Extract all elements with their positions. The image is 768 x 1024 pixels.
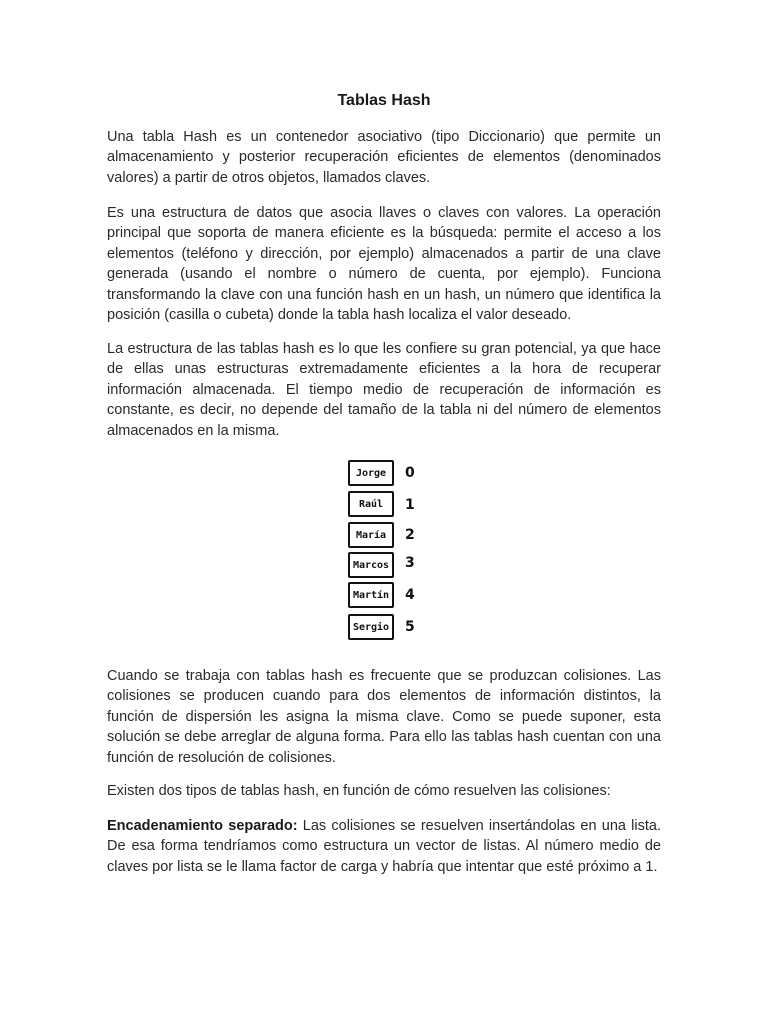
hash-table-figure [348,460,428,646]
paragraph-intro: Una tabla Hash es un contenedor asociativo (tipo Diccionario) que permite un almacenamiento y posterior recuperación eficientes de elementos (denominados valores) a partir de otros objetos, llamados claves. [107,129,661,186]
paragraph-definition: Es una estructura de datos que asocia llaves o claves con valores. La operación principal que soporta de manera eficiente es la búsqueda: permite el acceso a los elementos (teléfono y dirección, por ejemplo) almacenados a partir de una clave generada (usando el nombre o número de cuenta, por ejemplo). Funciona transformando la clave con una función hash en un hash, un número que identifica la posición (casilla o cubeta) donde la tabla hash localiza el valor deseado. [107,205,661,324]
hash-index: 1 [405,497,415,513]
hash-slot: Raúl [348,491,394,517]
hash-index: 0 [405,465,415,481]
hash-index: 4 [405,587,415,603]
hash-slot: Jorge [348,460,394,486]
paragraph-collisions: Cuando se trabaja con tablas hash es frecuente que se produzcan colisiones. Las colisiones se producen cuando para dos elementos de información distintos, la función de dispersión les asigna la misma clave. Como se puede suponer, esta solución se debe arreglar de alguna forma. Para ello las tablas hash cuentan con una función de resolución de colisiones. [107,668,661,766]
paragraph-separate-chaining [107,816,661,877]
hash-slot: Marcos [348,552,394,578]
hash-slot: Martín [348,582,394,608]
hash-slot: María [348,522,394,548]
page-title: Tablas Hash [337,92,431,109]
hash-index: 3 [405,555,415,571]
hash-index: 2 [405,527,415,543]
paragraph-types: Existen dos tipos de tablas hash, en función de cómo resuelven las colisiones: [107,783,611,799]
hash-index: 5 [405,619,415,635]
hash-slot: Sergio [348,614,394,640]
paragraph-structure: La estructura de las tablas hash es lo que les confiere su gran potencial, ya que hace de ellas unas estructuras extremadamente eficientes a la hora de recuperar información almacenada. El tiempo medio de recuperación de información es constante, es decir, no depende del tamaño de la tabla ni del número de elementos almacenados en la misma. [107,341,661,439]
term-description: Las colisiones se resuelven insertándolas en una lista. De esa forma tendríamos como estructura un vector de listas. Al número medio de claves por lista se le llama factor de carga y habría que intentar que esté próximo a 1. [107,818,661,875]
term-label: Encadenamiento separado: [107,818,298,834]
